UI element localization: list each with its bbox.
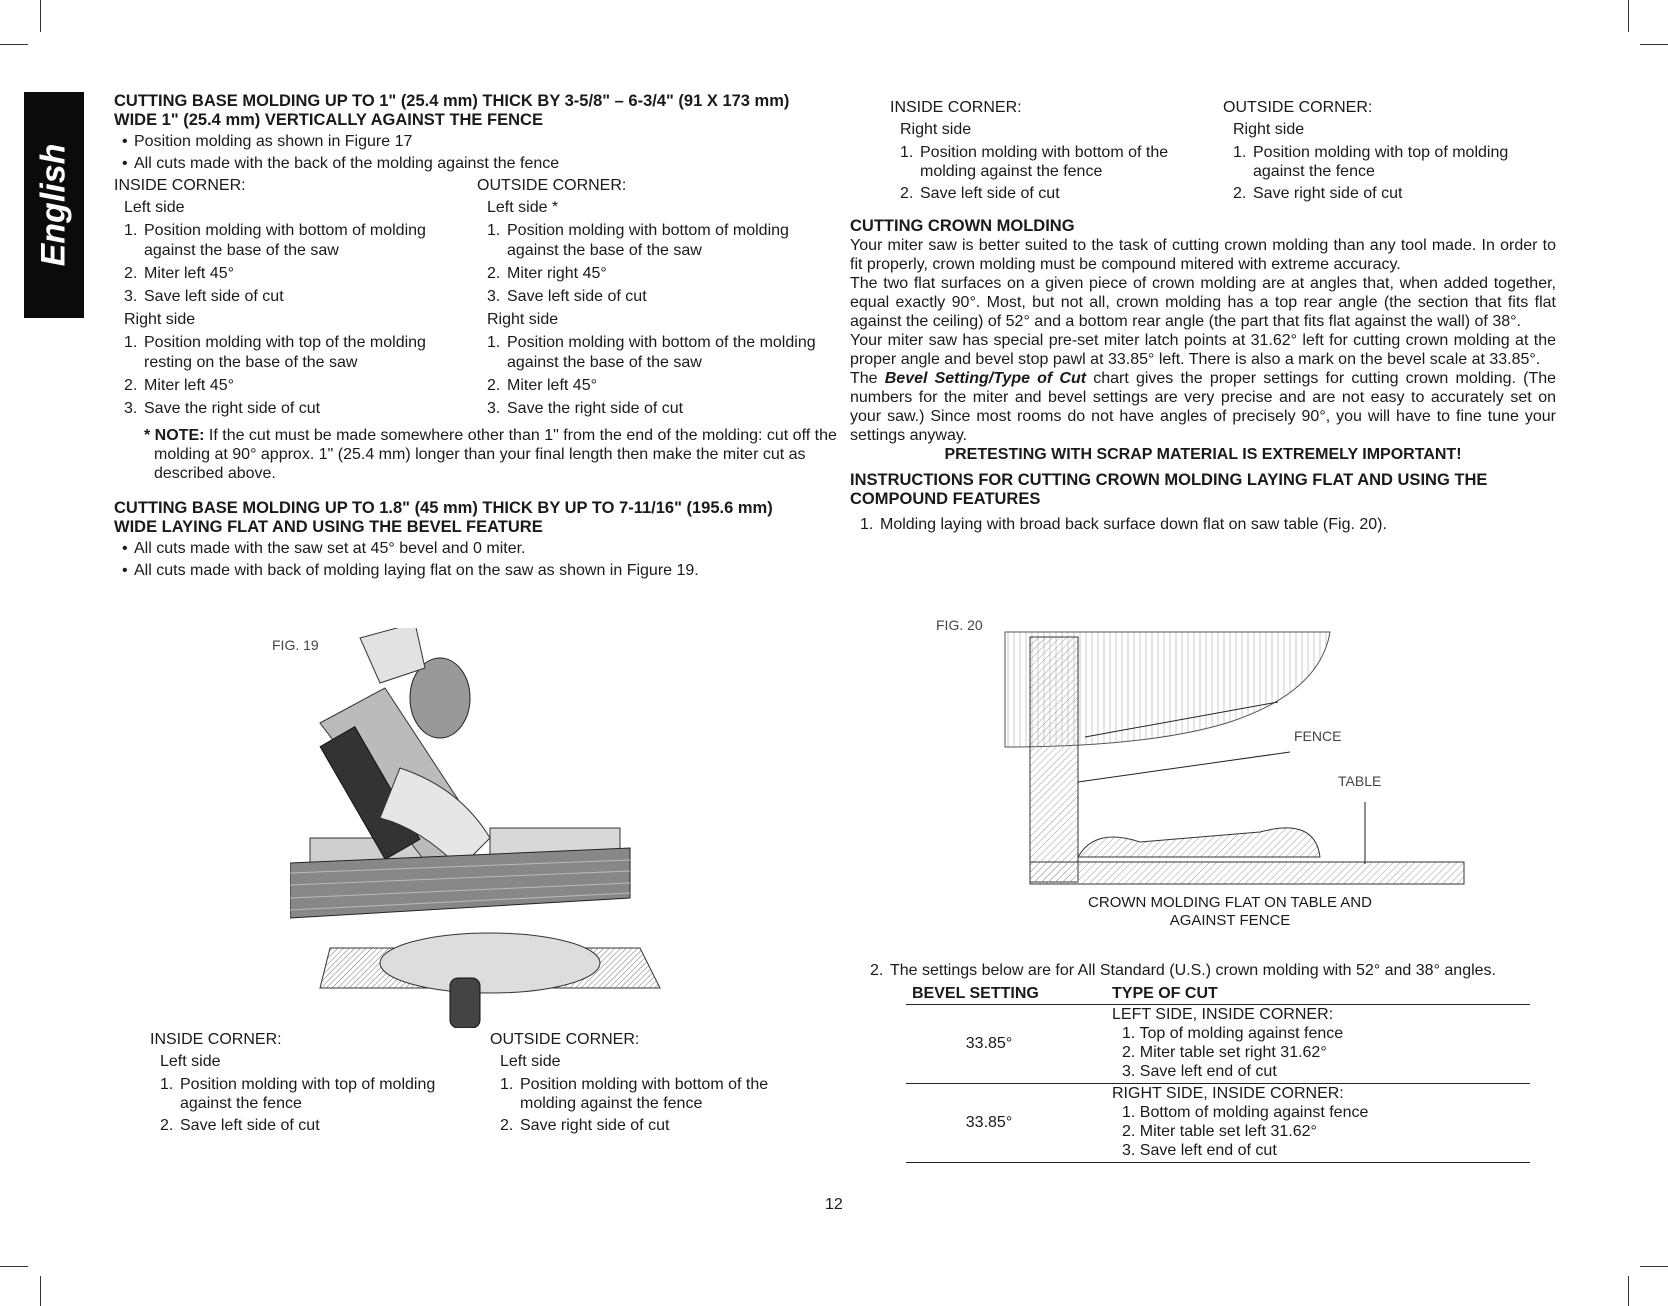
side-label: Left side — [500, 1053, 561, 1070]
step-text: Position molding with top of molding against the fence — [1253, 144, 1509, 180]
step-text: The settings below are for All Standard (U.S.) crown molding with 52° and 38° angles. — [890, 962, 1496, 979]
step-item — [114, 264, 477, 284]
step-item — [890, 143, 1223, 181]
step-item — [860, 961, 1560, 981]
step-item — [1223, 184, 1556, 204]
cut-title: LEFT SIDE, INSIDE CORNER: — [1112, 1006, 1334, 1023]
step-number: 2. — [124, 265, 138, 282]
crop-mark — [1628, 1276, 1629, 1306]
left-column — [114, 92, 840, 583]
side-label: Right side — [124, 311, 196, 328]
step-item — [114, 221, 477, 261]
corner-columns — [850, 98, 1556, 207]
bullet-item: • Position molding as shown in Figure 17 — [114, 132, 840, 152]
table-label: TABLE — [1338, 773, 1382, 789]
cut-step: 1. Top of molding against fence — [1122, 1025, 1344, 1042]
step-text: Position molding with top of molding against the fence — [180, 1076, 436, 1112]
step-number: 1. — [160, 1076, 174, 1093]
corner-columns — [114, 176, 840, 422]
crop-mark — [40, 1276, 41, 1306]
pretest-warning: PRETESTING WITH SCRAP MATERIAL IS EXTREMELY IMPORTANT! — [944, 446, 1462, 463]
step-item — [890, 184, 1223, 204]
paragraph-text: The — [850, 370, 885, 387]
miter-saw-illustration — [290, 628, 680, 1028]
step-number: 2. — [900, 185, 914, 202]
step-text: Save left side of cut — [180, 1117, 320, 1134]
cut-step: 1. Bottom of molding against fence — [1122, 1104, 1369, 1121]
cut-step: 2. Miter table set left 31.62° — [1122, 1123, 1317, 1140]
step-item — [477, 376, 840, 396]
step-text: Save left side of cut — [144, 288, 284, 305]
paragraph-text: chart gives the proper settings for cutting crown molding. (The numbers for the miter and bevel settings are very precise and are not easy to accurately set on your saw.) Since most rooms do not have angles of precisely 90°, you will have to fine tune your settings anyway. — [850, 370, 1557, 444]
crop-mark — [1640, 1266, 1668, 1267]
step-number: 3. — [124, 400, 138, 417]
bevel-value: 33.85° — [906, 1084, 1112, 1163]
section-heading: CUTTING BASE MOLDING UP TO 1.8" (45 mm) THICK BY UP TO 7-11/16" (195.6 mm) WIDE LAYING FLAT AND USING THE BEVEL FEATURE — [114, 499, 773, 536]
step-text: Miter right 45° — [507, 265, 607, 282]
chart-reference: Bevel Setting/Type of Cut — [884, 370, 1087, 387]
page-number: 12 — [825, 1196, 843, 1213]
crop-mark — [1640, 44, 1668, 45]
table-row — [906, 1005, 1530, 1084]
figure-label: FIG. 20 — [936, 617, 983, 633]
bullet-item: • All cuts made with the back of the molding against the fence — [114, 154, 840, 174]
language-tab — [24, 92, 84, 318]
side-label: Left side * — [487, 199, 559, 216]
step-number: 1. — [124, 334, 138, 351]
step-item — [1223, 143, 1556, 181]
side-label: Right side — [487, 311, 559, 328]
paragraph: Your miter saw is better suited to the task of cutting crown molding than any tool made. In order to fit properly, crown molding must be compound mitered with extreme accuracy. — [850, 237, 1556, 273]
step-item — [114, 376, 477, 396]
inside-corner-block — [114, 176, 477, 422]
step-item — [150, 1075, 490, 1113]
crop-mark — [0, 1266, 28, 1267]
step-number: 1. — [900, 144, 914, 161]
step-number: 2. — [500, 1117, 514, 1134]
inside-corner-block — [150, 1030, 490, 1139]
side-label: Left side — [124, 199, 185, 216]
step-number: 1. — [1233, 144, 1247, 161]
outside-corner-block — [1223, 98, 1556, 207]
col-header-bevel: BEVEL SETTING — [906, 985, 1112, 1005]
figure-caption: CROWN MOLDING FLAT ON TABLE AND AGAINST FENCE — [1088, 894, 1372, 929]
step-number: 3. — [487, 288, 501, 305]
bevel-settings-table — [906, 985, 1530, 1163]
step-text: Miter left 45° — [144, 265, 234, 282]
inside-corner-title: INSIDE CORNER: — [890, 99, 1022, 116]
step-number: 2. — [160, 1117, 174, 1134]
step-item — [490, 1116, 830, 1136]
step-number: 2. — [487, 265, 501, 282]
note — [114, 426, 840, 483]
outside-corner-title: OUTSIDE CORNER: — [477, 177, 627, 194]
bevel-value: 33.85° — [906, 1005, 1112, 1084]
step-item — [490, 1075, 830, 1113]
corner-columns — [150, 1030, 830, 1139]
section-heading: CUTTING BASE MOLDING UP TO 1" (25.4 mm) THICK BY 3-5/8" – 6-3/4" (91 X 173 mm) WIDE 1" (25.4 mm) VERTICALLY AGAINST THE FENCE — [114, 92, 790, 129]
right-column — [850, 98, 1556, 538]
cut-step: 3. Save left end of cut — [1122, 1063, 1277, 1080]
step-number: 3. — [124, 288, 138, 305]
paragraph — [850, 369, 1556, 445]
cut-type — [1112, 1005, 1530, 1084]
step-number: 2. — [870, 962, 884, 979]
step-text: Save the right side of cut — [144, 400, 321, 417]
step-text: Save right side of cut — [1253, 185, 1403, 202]
step-number: 1. — [487, 222, 501, 239]
step-text: Position molding with top of the molding resting on the base of the saw — [144, 334, 426, 371]
step-number: 3. — [487, 400, 501, 417]
step-item — [850, 515, 1556, 535]
inside-corner-block — [890, 98, 1223, 207]
step-text: Miter left 45° — [144, 377, 234, 394]
step-item — [114, 287, 477, 307]
step-text: Save left side of cut — [507, 288, 647, 305]
col-header-type: TYPE OF CUT — [1112, 985, 1530, 1005]
step-number: 1. — [487, 334, 501, 351]
fence-label: FENCE — [1294, 728, 1342, 744]
outside-corner-block — [490, 1030, 830, 1139]
step-2 — [860, 958, 1560, 984]
step-item — [114, 399, 477, 419]
step-item — [150, 1116, 490, 1136]
step-text: Miter left 45° — [507, 377, 597, 394]
cut-step: 2. Miter table set right 31.62° — [1122, 1044, 1327, 1061]
step-text: Molding laying with broad back surface down flat on saw table (Fig. 20). — [880, 516, 1387, 533]
section-heading: CUTTING CROWN MOLDING — [850, 217, 1075, 235]
inside-corner-title: INSIDE CORNER: — [150, 1031, 282, 1048]
step-text: Save right side of cut — [520, 1117, 670, 1134]
note-text: If the cut must be made somewhere other than 1" from the end of the molding: cut off the molding at 90° approx. 1" (25.4 mm) longer than your final length then make the miter cut as described above. — [154, 427, 837, 482]
step-text: Position molding with bottom of the molding against the base of the saw — [507, 334, 816, 371]
step-item — [114, 333, 477, 373]
step-number: 2. — [1233, 185, 1247, 202]
paragraph: The two flat surfaces on a given piece of crown molding are at angles that, when added together, equal exactly 90°. Most, but not all, crown molding has a top rear angle (the section that fits flat against the ceiling) of 52° and a bottom rear angle (the part that fits flat against the wall) of 38°. — [850, 275, 1556, 330]
outside-corner-block — [477, 176, 840, 422]
bullet-item: • All cuts made with the saw set at 45° bevel and 0 miter. — [114, 539, 840, 559]
side-label: Left side — [160, 1053, 221, 1070]
cut-title: RIGHT SIDE, INSIDE CORNER: — [1112, 1085, 1344, 1102]
step-text: Position molding with bottom of the molding against the fence — [520, 1076, 769, 1112]
language-tab-label: English — [34, 143, 73, 267]
note-label: * NOTE: — [144, 427, 205, 444]
crop-mark — [0, 44, 28, 45]
step-text: Position molding with bottom of the molding against the fence — [920, 144, 1169, 180]
crown-molding-diagram — [1000, 612, 1470, 892]
step-item — [477, 333, 840, 373]
side-label: Right side — [900, 121, 972, 138]
outside-corner-title: OUTSIDE CORNER: — [490, 1031, 640, 1048]
fig19-instructions — [150, 1030, 830, 1139]
step-item — [477, 221, 840, 261]
section-heading: INSTRUCTIONS FOR CUTTING CROWN MOLDING LAYING FLAT AND USING THE COMPOUND FEATURES — [850, 471, 1488, 508]
step-number: 1. — [124, 222, 138, 239]
step-item — [477, 264, 840, 284]
step-number: 2. — [124, 377, 138, 394]
inside-corner-title: INSIDE CORNER: — [114, 177, 246, 194]
cut-step: 3. Save left end of cut — [1122, 1142, 1277, 1159]
bullet-item: • All cuts made with back of molding laying flat on the saw as shown in Figure 19. — [114, 561, 840, 581]
side-label: Right side — [1233, 121, 1305, 138]
step-number: 1. — [500, 1076, 514, 1093]
table-row — [906, 1084, 1530, 1163]
step-number: 2. — [487, 377, 501, 394]
step-item — [477, 399, 840, 419]
step-text: Save left side of cut — [920, 185, 1060, 202]
figure-label: FIG. 19 — [272, 637, 319, 653]
step-number: 1. — [860, 516, 874, 533]
paragraph: Your miter saw has special pre-set miter latch points at 31.62° left for cutting crown molding at the proper angle and bevel stop pawl at 33.85° left. There is also a mark on the bevel scale at 33.85°. — [850, 332, 1556, 368]
outside-corner-title: OUTSIDE CORNER: — [1223, 99, 1373, 116]
step-text: Save the right side of cut — [507, 400, 684, 417]
crop-mark — [1628, 0, 1629, 32]
cut-type — [1112, 1084, 1530, 1163]
table-header-row — [906, 985, 1530, 1005]
step-item — [477, 287, 840, 307]
step-text: Position molding with bottom of molding against the base of the saw — [507, 222, 789, 259]
step-text: Position molding with bottom of molding against the base of the saw — [144, 222, 426, 259]
crop-mark — [40, 0, 41, 32]
